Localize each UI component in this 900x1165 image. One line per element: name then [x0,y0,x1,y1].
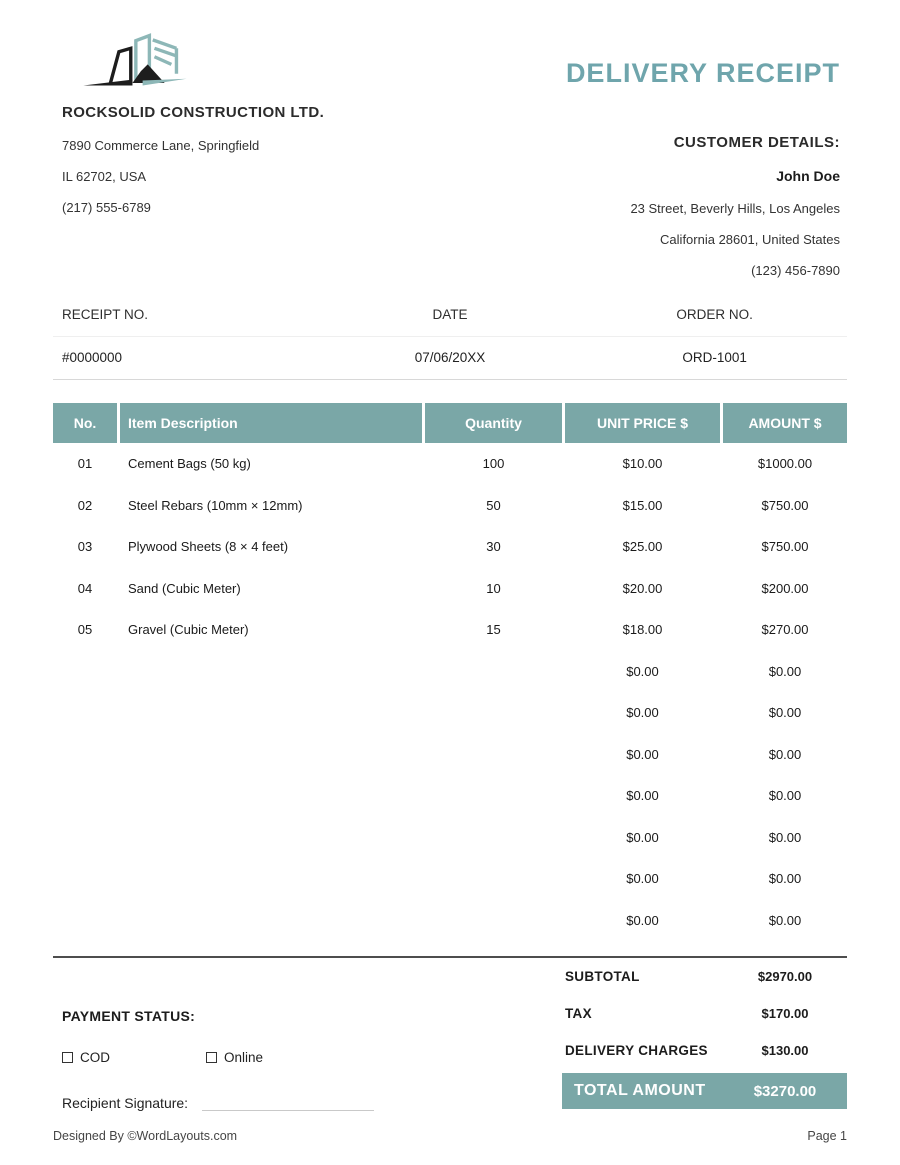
cell-amount: $1000.00 [757,456,813,472]
cell-unit_price: $10.00 [622,456,663,472]
cell-amount: $0.00 [768,912,802,928]
table-row [53,443,847,485]
receipt-meta-labels [53,299,847,337]
cell-amount: $750.00 [761,539,809,555]
table-row [53,526,847,568]
cell-quantity: 10 [486,580,501,596]
cell-unit_price: $0.00 [626,705,659,721]
tax-label: TAX [565,1006,592,1021]
cell-quantity: 100 [482,456,505,472]
buildings-logo-icon [80,24,190,98]
subtotal-value: $2970.00 [757,969,813,984]
cell-quantity: 15 [486,622,501,638]
header-unit-price: UNIT PRICE $ [565,403,720,443]
table-row [53,734,847,776]
delivery-charges-value: $130.00 [761,1043,809,1058]
cell-quantity: 50 [486,497,501,513]
customer-phone: (123) 456-7890 [751,263,840,278]
payment-option-cod[interactable] [62,1050,110,1065]
order-no-value: ORD-1001 [682,350,747,365]
cell-unit_price: $0.00 [626,871,659,887]
cell-amount: $0.00 [768,663,802,679]
table-row [53,485,847,527]
cell-no: 03 [77,539,93,555]
cell-unit_price: $15.00 [622,497,663,513]
cell-unit_price: $0.00 [626,663,659,679]
table-row [53,858,847,900]
cell-no: 02 [77,497,93,513]
items-rows [53,443,847,941]
delivery-charges-label: DELIVERY CHARGES [565,1043,708,1058]
footer-credit: Designed By ©WordLayouts.com [53,1129,238,1143]
table-row [53,651,847,693]
subtotal-label: SUBTOTAL [565,969,640,984]
cod-label: COD [80,1050,110,1065]
cell-description: Cement Bags (50 kg) [128,456,251,472]
company-address-line2: IL 62702, USA [62,169,147,184]
cell-unit_price: $18.00 [622,622,663,638]
customer-address-line2: California 28601, United States [660,232,840,247]
cell-amount: $0.00 [768,788,802,804]
cell-no: 05 [77,622,93,638]
customer-details [630,134,840,294]
cell-no: 01 [77,456,93,472]
cell-unit_price: $0.00 [626,788,659,804]
date-value: 07/06/20XX [414,350,486,365]
cell-amount: $0.00 [768,705,802,721]
payment-section [62,1008,422,1111]
header-no: No. [53,403,117,443]
cell-unit_price: $20.00 [622,580,663,596]
page-title: DELIVERY RECEIPT [565,58,840,88]
header-amount: AMOUNT $ [723,403,847,443]
cell-description: Steel Rebars (10mm × 12mm) [128,497,303,513]
table-row [53,900,847,942]
company-name: ROCKSOLID CONSTRUCTION LTD. [62,104,325,121]
receipt-meta-values [53,337,847,380]
payment-options [62,1050,422,1065]
cell-unit_price: $0.00 [626,829,659,845]
items-table-header [53,403,847,443]
customer-details-heading: CUSTOMER DETAILS: [673,134,840,151]
items-table [53,403,847,1109]
payment-status-heading: PAYMENT STATUS: [62,1008,196,1024]
cell-amount: $0.00 [768,829,802,845]
cell-description: Sand (Cubic Meter) [128,580,241,596]
online-label: Online [224,1050,264,1065]
receipt-no-label: RECEIPT NO. [62,307,149,322]
cell-quantity: 30 [486,539,501,555]
customer-name: John Doe [776,168,840,184]
customer-address-line1: 23 Street, Beverly Hills, Los Angeles [630,201,840,216]
table-row [53,692,847,734]
signature-row [62,1095,422,1111]
total-amount-label: TOTAL AMOUNT [574,1082,706,1099]
recipient-signature-label: Recipient Signature: [62,1095,189,1111]
total-amount-bar [562,1073,847,1109]
company-details [62,104,324,231]
receipt-meta [53,299,847,380]
payment-option-online[interactable] [206,1050,263,1065]
cell-amount: $750.00 [761,497,809,513]
date-label: DATE [432,307,468,322]
cell-amount: $200.00 [761,580,809,596]
cell-unit_price: $0.00 [626,746,659,762]
header-quantity: Quantity [425,403,562,443]
page-footer [53,1129,847,1143]
online-checkbox[interactable] [206,1052,217,1063]
cell-no: 04 [77,580,93,596]
table-row [53,775,847,817]
total-amount-value: $3270.00 [753,1082,817,1100]
subtotal-row [53,958,847,995]
order-no-label: ORDER NO. [676,307,753,322]
header-description: Item Description [120,403,422,443]
company-logo [80,24,190,98]
company-address-line1: 7890 Commerce Lane, Springfield [62,138,260,153]
page-number: Page 1 [807,1129,847,1143]
tax-value: $170.00 [761,1006,809,1021]
signature-line[interactable] [202,1095,374,1111]
cell-amount: $0.00 [768,871,802,887]
cell-description: Plywood Sheets (8 × 4 feet) [128,539,289,555]
table-row [53,609,847,651]
cell-amount: $270.00 [761,622,809,638]
cell-description: Gravel (Cubic Meter) [128,622,249,638]
cell-unit_price: $25.00 [622,539,663,555]
company-phone: (217) 555-6789 [62,200,151,215]
receipt-no-value: #0000000 [62,350,123,365]
table-row [53,817,847,859]
cell-unit_price: $0.00 [626,912,659,928]
cell-amount: $0.00 [768,746,802,762]
table-row [53,568,847,610]
cod-checkbox[interactable] [62,1052,73,1063]
